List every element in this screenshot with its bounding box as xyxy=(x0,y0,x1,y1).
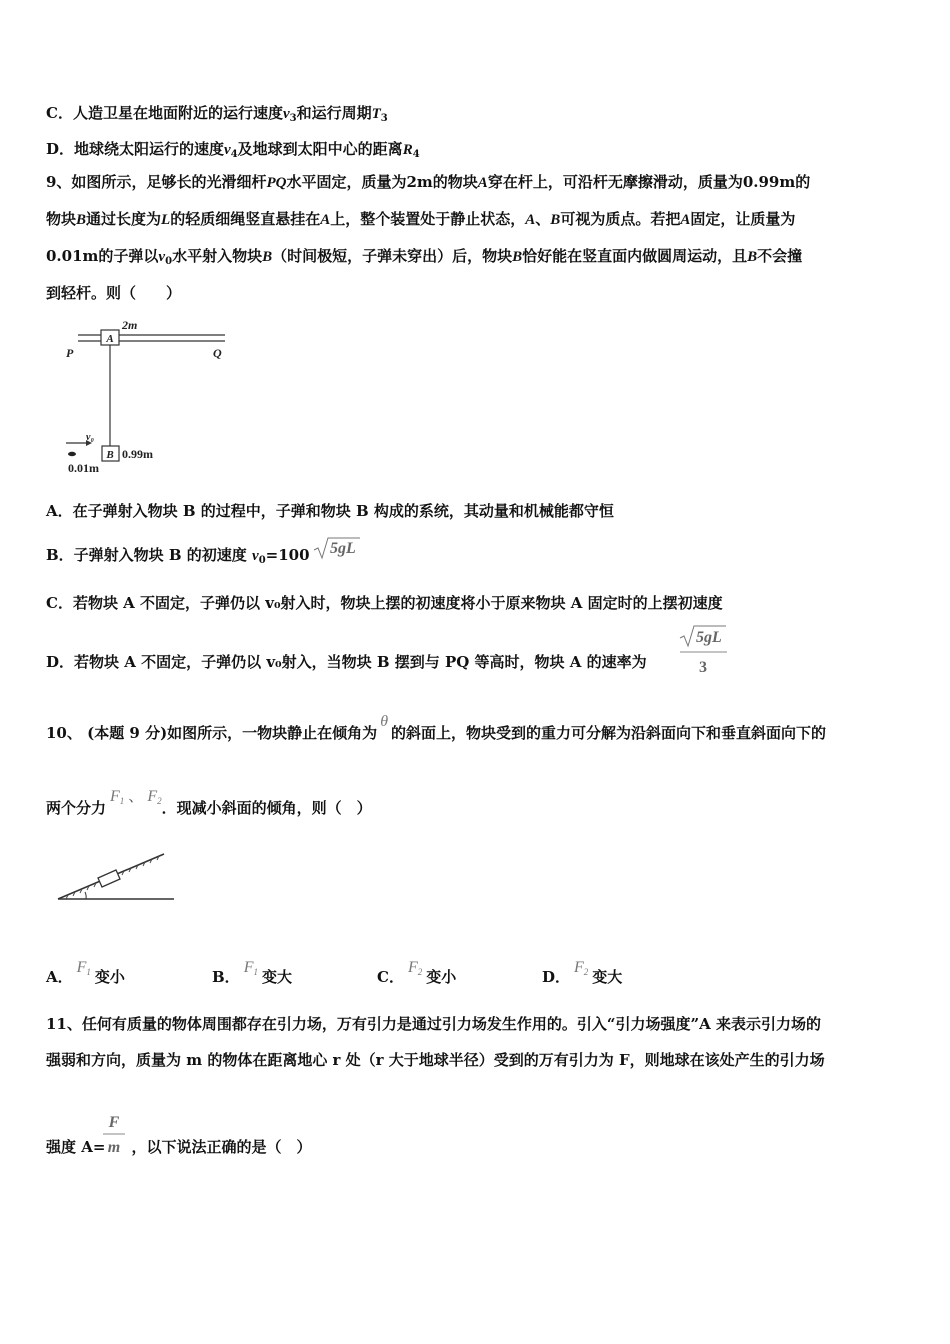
q9-option-b: B．子弹射入物块 B 的初速度 $v_0=100$ xyxy=(46,546,310,566)
label-q: Q xyxy=(213,346,222,360)
q10-option-d: D．$F_2$ 变大 xyxy=(542,959,623,986)
fraction-numerator: F xyxy=(108,1114,120,1131)
theta-angle-arc xyxy=(85,892,86,899)
f1-symbol: $F_1$ xyxy=(110,788,125,806)
f2-symbol: $F_2$ xyxy=(147,788,162,806)
q9-stem-line-1: 9、如图所示，足够长的光滑细杆PQ水平固定，质量为2m的物块A穿在杆上，可沿杆无摩擦滑动，质量为0.99m的 xyxy=(46,173,811,191)
q8-option-d: D．地球绕太阳运行的速度$v_4$及地球到太阳中心的距离$R_4$ xyxy=(46,140,420,160)
bullet xyxy=(68,452,76,456)
label-p: P xyxy=(66,346,74,360)
theta-symbol: θ xyxy=(380,713,389,730)
label-v0: v₀ xyxy=(86,432,94,443)
fraction-denominator: 3 xyxy=(699,659,707,676)
label-001m: 0.01m xyxy=(68,461,99,475)
q10-stem-line-1: 10、 (本题 9 分)如图所示，一物块静止在倾角为θ的斜面上，物块受到的重力可分解为沿斜面向下和垂直斜面向下的 xyxy=(46,713,827,742)
q10-option-a: A．$F_1$ 变小 xyxy=(46,959,125,986)
q9-stem-line-3: 0.01m的子弹以$v_0$水平射入物块B（时间极短，子弹未穿出）后，物块B恰好能在竖直面内做圆周运动，且B不会撞 xyxy=(46,247,803,267)
q10-option-c: C．$F_2$ 变小 xyxy=(377,959,457,986)
label-b: B xyxy=(106,449,114,461)
q11-stem-line-2: 强弱和方向，质量为 m 的物体在距离地心 r 处（r 大于地球半径）受到的万有引力为 F，则地球在该处产生的引力场 xyxy=(46,1051,825,1069)
fraction-numerator: 5gL xyxy=(696,629,722,646)
label-2m: 2m xyxy=(122,318,138,332)
q11-fraction-f-over-m xyxy=(100,1110,128,1158)
fraction-denominator: m xyxy=(107,1139,121,1156)
q9-pendulum-figure xyxy=(60,315,235,477)
q11-stem-line-1: 11、任何有质量的物体周围都存在引力场，万有引力是通过引力场发生作用的。引入“引力场强度”A 来表示引力场的 xyxy=(46,1015,821,1033)
label-a: A xyxy=(106,333,114,345)
q9-option-c: C．若物块 A 不固定，子弹仍以 v₀射入时，物块上摆的初速度将小于原来物块 A 固定时的上摆初速度 xyxy=(46,594,723,612)
sqrt-radicand: 5gL xyxy=(330,540,356,557)
q9-stem-line-4: 到轻杆。则（ ） xyxy=(46,284,182,302)
q8-option-c: C．人造卫星在地面附近的运行速度$v_3$和运行周期$T_3$ xyxy=(46,104,388,124)
q9-stem-line-2: 物块B通过长度为L的轻质细绳竖直悬挂在A上，整个装置处于静止状态，A、B可视为质点。若把A固定，让质量为 xyxy=(46,210,796,228)
q10-option-b: B．$F_1$ 变大 xyxy=(212,959,292,986)
q10-stem-line-2: 两个分力$F_1$ 、 $F_2$．现减小斜面的倾角，则（ ） xyxy=(46,787,372,817)
q9-option-a: A．在子弹射入物块 B 的过程中，子弹和物块 B 构成的系统，其动量和机械能都守恒 xyxy=(46,502,614,520)
q9-option-d-fraction xyxy=(678,624,730,680)
label-099m: 0.99m xyxy=(122,447,153,461)
q11-stem-line-3: 强度 A= ，以下说法正确的是（ ） xyxy=(46,1138,312,1156)
q10-incline-figure xyxy=(56,848,176,904)
block-on-incline xyxy=(98,870,120,887)
q9-option-b-sqrt xyxy=(312,536,362,562)
q9-option-d: D．若物块 A 不固定，子弹仍以 v₀射入，当物块 B 摆到与 PQ 等高时，物块 A 的速率为 xyxy=(46,653,647,671)
